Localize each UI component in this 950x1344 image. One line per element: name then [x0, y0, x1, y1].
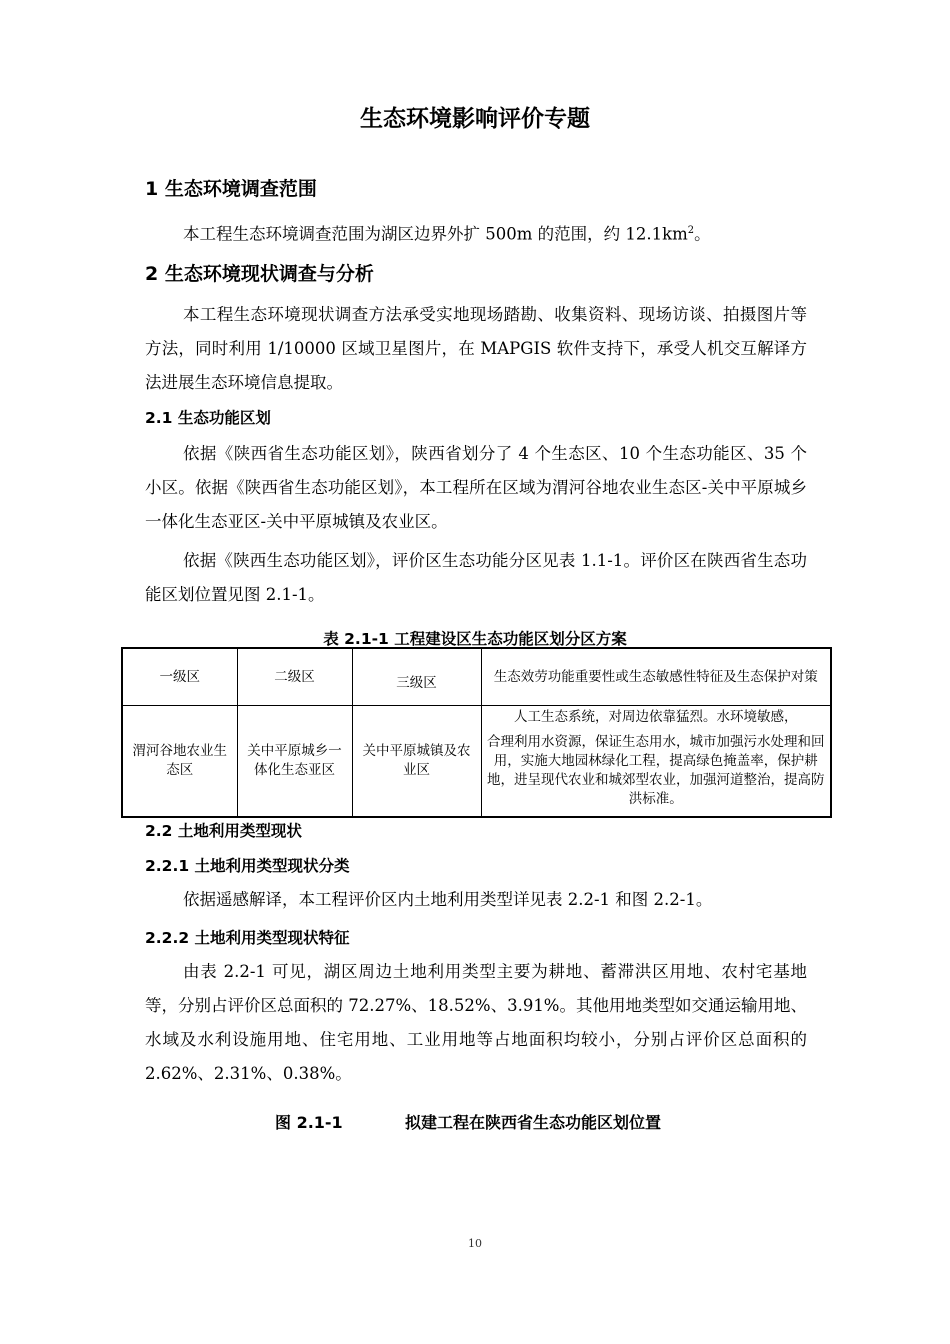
- table-row: [122, 706, 831, 818]
- document-title: 生态环境影响评价专题: [360, 106, 590, 132]
- section-2-2-heading: 2.2 土地利用类型现状: [145, 822, 302, 840]
- page-number: 10: [468, 1237, 482, 1250]
- section-2-2-1-paragraph: 依据遥感解译，本工程评价区内土地利用类型详见表 2.2-1 和图 2.2-1。: [183, 890, 713, 909]
- figure-number: 图 2.1-1: [275, 1113, 343, 1132]
- table-caption: 表 2.1-1 工程建设区生态功能区划分区方案: [323, 630, 627, 648]
- table-header-row: [122, 648, 831, 706]
- section-2-2-2-paragraph: 由表 2.2-1 可见，湖区周边土地利用类型主要为耕地、蓄滞洪区用地、农村宅基地等，分别占评价区总面积的 72.27%、18.52%、3.91%。其他用地类型如交通运输用地、水域及水利设施用地、住宅用地、工业用地等占地面积均较小，分别占评价区总面积的 2.62%、2.31%、0.38%。: [145, 962, 807, 1083]
- figure-title: 拟建工程在陕西省生态功能区划位置: [405, 1113, 662, 1132]
- header-function: 生态效劳功能重要性或生态敏感性特征及生态保护对策: [481, 648, 831, 706]
- section-1-text: 本工程生态环境调查范围为湖区边界外扩 500m 的范围，约 12.1km: [183, 224, 688, 244]
- section-2-paragraph: 本工程生态环境现状调查方法承受实地现场踏勘、收集资料、现场访谈、拍摄图片等方法，同时利用 1/10000 区域卫星图片，在 MAPGIS 软件支持下，承受人机交互解译方法进展生态环境信息提取。: [145, 305, 807, 392]
- section-2-1-heading: 2.1 生态功能区划: [145, 409, 271, 427]
- section-2-2-2-heading: 2.2.2 土地利用类型现状特征: [145, 929, 350, 947]
- eco-zone-table: [121, 647, 832, 818]
- cell-level-3: 关中平原城镇及农业区: [352, 706, 481, 818]
- cell-function: [481, 706, 831, 818]
- section-2-2-1-heading: 2.2.1 土地利用类型现状分类: [145, 857, 350, 875]
- cell-level-2: 关中平原城乡一体化生态亚区: [237, 706, 352, 818]
- header-level-3: 三级区: [352, 648, 481, 706]
- cell-level-1: 渭河谷地农业生态区: [122, 706, 237, 818]
- section-1-text-end: 。: [694, 224, 711, 244]
- cell-function-line-1: 人工生态系统，对周边依靠猛烈。水环境敏感，: [514, 709, 798, 725]
- figure-caption: [275, 1110, 661, 1133]
- section-1-heading: 1 生态环境调查范围: [145, 178, 317, 200]
- cell-function-line-2: 合理利用水资源，保证生态用水，城市加强污水处理和回用，实施大地园林绿化工程，提高绿色掩盖率，保护耕地，进呈现代农业和城郊型农业，加强河道整治，提高防洪标准。: [487, 734, 825, 807]
- section-2-1-paragraph-1: 依据《陕西省生态功能区划》，陕西省划分了 4 个生态区、10 个生态功能区、35 个小区。依据《陕西省生态功能区划》，本工程所在区域为渭河谷地农业生态区-关中平原城乡一体化生态亚区-关中平原城镇及农业区。: [145, 444, 807, 531]
- superscript-2: 2: [687, 225, 695, 236]
- section-2-heading: 2 生态环境现状调查与分析: [145, 263, 374, 285]
- header-level-2: 二级区: [237, 648, 352, 706]
- section-2-1-paragraph-2: 依据《陕西生态功能区划》，评价区生态功能分区见表 1.1-1。评价区在陕西省生态功能区划位置见图 2.1-1。: [145, 551, 807, 604]
- section-1-paragraph: [145, 214, 807, 252]
- header-level-1: 一级区: [122, 648, 237, 706]
